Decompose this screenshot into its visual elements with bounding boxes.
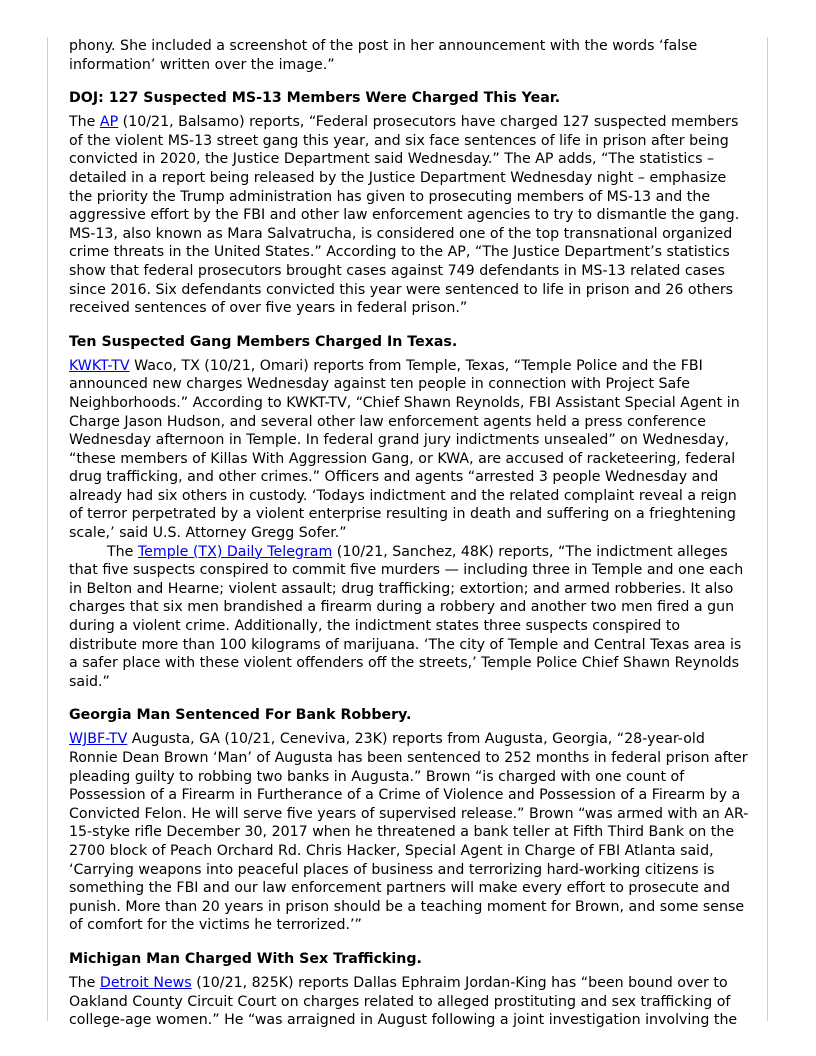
article-ms13 xyxy=(69,89,749,318)
article-heading: Ten Suspected Gang Members Charged In Texas. xyxy=(69,333,458,350)
source-link-temple-telegram[interactable]: Temple (TX) Daily Telegram xyxy=(137,543,333,560)
source-link-detroit-news[interactable]: Detroit News xyxy=(99,974,192,991)
source-link-wjbf[interactable]: WJBF-TV xyxy=(69,731,128,748)
article-paragraph: WJBF-TV Augusta, GA (10/21, Ceneviva, 23K) reports from Augusta, Georgia, “28-year-old Ronnie Dean Brown ‘Man’ of Augusta has been sentenced to 252 months in federal prison after pleading guilty to robbing two banks in Augusta.” Brown “is charged with one count of Possession of a Firearm in Furtherance of a Crime of Violence and Possession of a Firearm by a Convicted Felon. He will serve five years of supervised release.” Brown “was armed with an AR-15-styke rifle December 30, 2017 when he threatened a bank teller at Fifth Third Bank on the 2700 block of Peach Orchard Rd. Chris Hacker, Special Agent in Charge of FBI Atlanta said, ‘Carrying weapons into peaceful places of business and terrorizing hard-working citizens is something the FBI and our law enforcement partners will make every effort to prosecute and punish. More than 20 years in prison should be a teaching moment for Brown, and some sense of comfort for the victims he terrorized.’” xyxy=(69,731,749,934)
article-paragraph: KWKT-TV Waco, TX (10/21, Omari) reports from Temple, Texas, “Temple Police and the FBI announced new charges Wednesday against ten people in connection with Project Safe Neighborhoods.” According to KWKT-TV, “Chief Shawn Reynolds, FBI Assistant Special Agent in Charge Jason Hudson, and several other law enforcement agents held a press conference Wednesday afternoon in Temple. In federal grand jury indictments unsealed” on Wednesday, “these members of Killas With Aggression Gang, or KWA, are accused of racketeering, federal drug trafficking, and other crimes.” Officers and agents “arrested 3 people Wednesday and already had six others in custody. ‘Todays indictment and the related complaint reveal a reign of terror perpetrated by a violent enterprise resulting in death and suffering on a frieghtening scale,’ said U.S. Attorney Gregg Sofer.” xyxy=(69,357,740,542)
article-paragraph: The Temple (TX) Daily Telegram (10/21, Sanchez, 48K) reports, “The indictment alleges that five suspects conspired to commit five murders — including three in Temple and one each in Belton and Hearne; violent assault; drug trafficking; extortion; and armed robberies. It also charges that six men brandished a firearm during a robbery and another two men fired a gun during a violent crime. Additionally, the indictment states three suspects conspired to distribute more than 100 kilograms of marijuana. ‘The city of Temple and Central Texas area is a safer place with these violent offenders off the streets,’ Temple Police Chief Shawn Reynolds said.” xyxy=(69,543,744,690)
document-page xyxy=(47,37,768,1029)
article-michigan-trafficking xyxy=(69,950,749,1030)
source-link-ap[interactable]: AP xyxy=(99,114,119,131)
article-heading: Michigan Man Charged With Sex Trafficking. xyxy=(69,950,422,967)
article-georgia-robbery xyxy=(69,706,749,935)
article-paragraph: The Detroit News (10/21, 825K) reports Dallas Ephraim Jordan-King has “been bound over to Oakland County Circuit Court on charges related to alleged prostituting and sex trafficking of college-age women.” He “was arraigned in August following a joint investigation involving the xyxy=(69,974,738,1029)
article-texas-gang xyxy=(69,333,749,692)
intro-paragraph: phony. She included a screenshot of the post in her announcement with the words ‘false information’ written over the image.” xyxy=(69,38,698,73)
article-heading: DOJ: 127 Suspected MS-13 Members Were Charged This Year. xyxy=(69,90,561,107)
source-link-kwkt[interactable]: KWKT-TV xyxy=(69,357,130,374)
article-paragraph: The AP (10/21, Balsamo) reports, “Federal prosecutors have charged 127 suspected members of the violent MS-13 street gang this year, and six face sentences of life in prison after being convicted in 2020, the Justice Department said Wednesday.” The AP adds, “The statistics – detailed in a report being released by the Justice Department Wednesday night – emphasize the priority the Trump administration has given to prosecuting members of MS-13 and the aggressive effort by the FBI and other law enforcement agencies to try to dismantle the gang. MS-13, also known as Mara Salvatrucha, is considered one of the top transnational organized crime threats in the United States.” According to the AP, “The Justice Department’s statistics show that federal prosecutors brought cases against 749 defendants in MS-13 related cases since 2016. Six defendants convicted this year were sentenced to life in prison and 26 others received sentences of over five years in federal prison.” xyxy=(69,114,740,317)
article-heading: Georgia Man Sentenced For Bank Robbery. xyxy=(69,707,412,724)
